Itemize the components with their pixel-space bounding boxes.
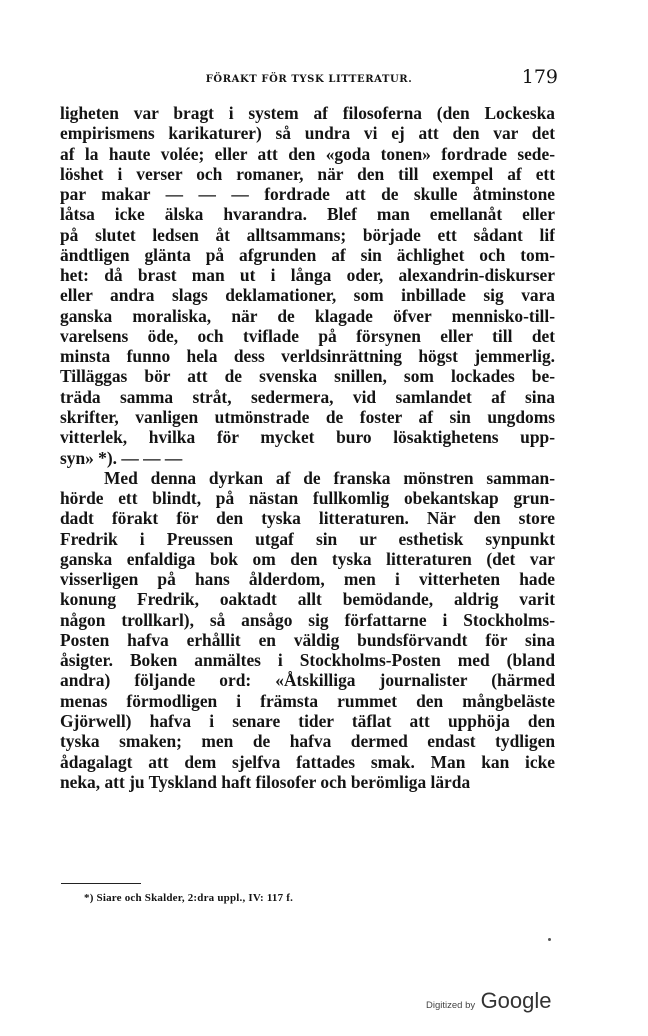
text-line: ändtligen glänta på afgrunden af sin ächlighet och tom- <box>60 244 555 265</box>
text-line: dadt förakt för den tyska litteraturen. När den store <box>60 508 555 529</box>
text-line: låtsa icke älska hvarandra. Blef man emellanåt eller <box>60 204 555 225</box>
text-line: minsta funno hela dess verldsinrättning högst jemmerlig. <box>60 346 555 367</box>
text-line: eller andra slags deklamationer, som inbillade sig vara <box>60 285 555 306</box>
text-line: ligheten var bragt i system af filosoferna (den Lockeska <box>60 103 555 123</box>
body-text <box>60 103 555 792</box>
speck-mark <box>548 938 551 941</box>
digitized-watermark <box>426 988 552 1014</box>
text-line: tyska smaken; men de hafva dermed endast tydligen <box>60 731 555 752</box>
page-number: 179 <box>521 66 558 88</box>
running-title: FÖRAKT FÖR TYSK LITTERATUR. <box>205 74 413 85</box>
text-line: skrifter, vanligen utmönstrade de foster af sin ungdoms <box>60 406 555 427</box>
footnote: *) Siare och Skalder, 2:dra uppl., IV: 117 f. <box>84 892 294 904</box>
text-line: varelsens öde, och tviflade på försynen eller till det <box>60 325 555 346</box>
text-line: visserligen på hans ålderdom, men i vitterheten hade <box>60 569 555 590</box>
text-line: ådagalagt att dem sjelfva fattades smak. Man kan icke <box>60 751 555 772</box>
text-line: träda samma stråt, sedermera, vid samlandet af sina <box>60 386 555 407</box>
text-line: Tilläggas bör att de svenska snillen, som lockades be- <box>60 366 555 387</box>
text-line: någon trollkarl), så ansågo sig författarne i Stockholms- <box>60 609 555 630</box>
text-line: Posten hafva erhållit en väldig bundsförvandt för sina <box>60 629 555 650</box>
text-line: åsigter. Boken anmältes i Stockholms-Posten med (bland <box>60 650 555 671</box>
text-line: menas förmodligen i främsta rummet den mångbeläste <box>60 690 555 711</box>
text-line: af la haute volée; eller att den «goda tonen» fordrade sede- <box>60 143 555 164</box>
text-line: Med denna dyrkan af de franska mönstren samman- <box>104 467 555 488</box>
footnote-rule <box>61 883 141 884</box>
text-line: empirismens karikaturer) så undra vi ej att den var det <box>60 123 555 144</box>
page-header <box>60 62 558 92</box>
watermark-prefix: Digitized by <box>426 1000 476 1011</box>
text-line: andra) följande ord: «Åtskilliga journalister (härmed <box>60 670 555 691</box>
text-line: neka, att ju Tyskland haft filosofer och berömliga lärda <box>60 771 471 792</box>
google-logo: Google <box>480 988 552 1013</box>
text-line: syn» *). — — — <box>60 447 183 468</box>
text-line: hörde ett blindt, på nästan fullkomlig obekantskap grun- <box>60 488 555 509</box>
text-line: löshet i verser och romaner, när den till exempel af ett <box>60 163 555 184</box>
text-line: par makar — — — fordrade att de skulle åtminstone <box>60 184 555 205</box>
text-line: konung Fredrik, oaktadt allt bemödande, aldrig varit <box>60 589 555 610</box>
text-line: ganska enfaldiga bok om den tyska litteraturen (det var <box>60 548 555 569</box>
text-line: på slutet ledsen åt alltsammans; började ett sådant lif <box>60 224 555 245</box>
text-line: ganska moraliska, när de klagade öfver mennisko-till- <box>60 305 555 326</box>
text-line: Fredrik i Preussen utgaf sin ur esthetisk synpunkt <box>60 528 555 549</box>
text-line: Gjörwell) hafva i senare tider täflat att upphöja den <box>60 710 555 731</box>
text-line: het: då brast man ut i långa oder, alexandrin-diskurser <box>60 265 555 286</box>
text-line: vitterlek, hvilka för mycket buro lösaktighetens upp- <box>60 427 555 448</box>
